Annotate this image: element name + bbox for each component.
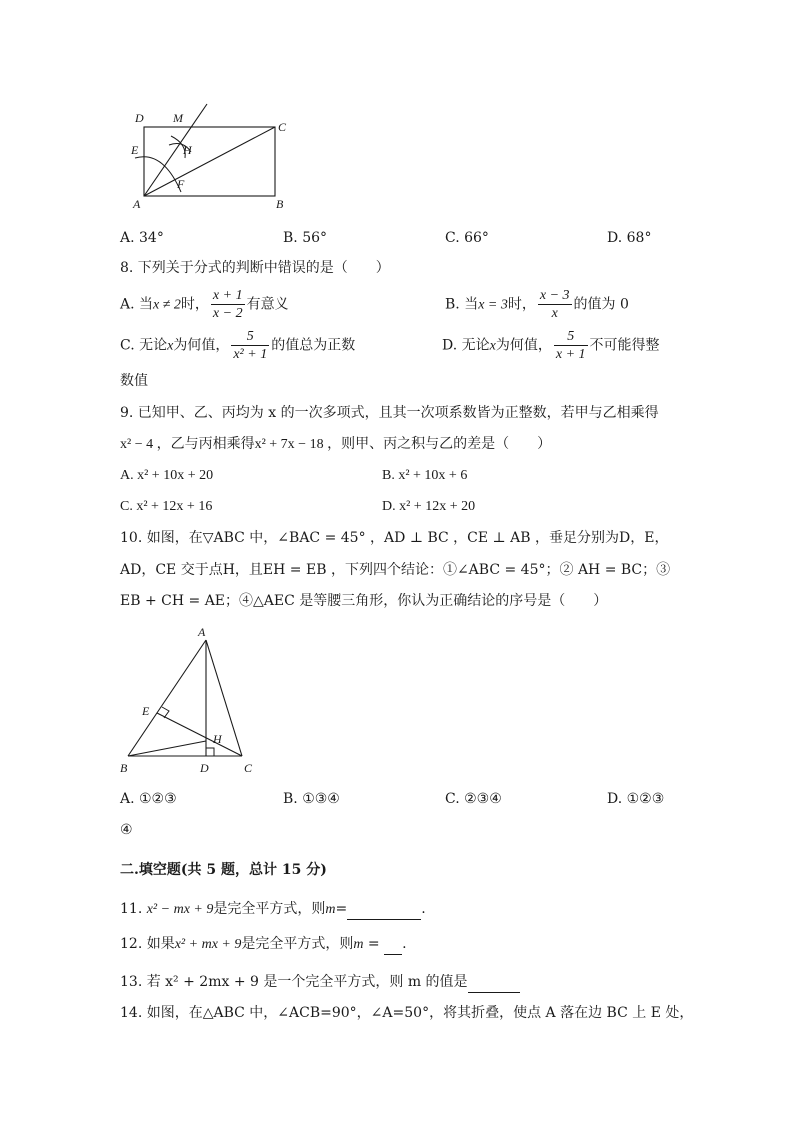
q10-option-c: C. ②③④ <box>445 791 502 807</box>
q9-line-2: x² − 4 ，乙与丙相乘得x² + 7x − 18 ，则甲、丙之积与乙的差是（ ） <box>120 437 552 452</box>
q13-text: 13. 若 x² + 2mx + 9 是一个完全平方式，则 m 的值是 <box>120 974 468 990</box>
q8c-mid: 为何值， <box>173 337 230 354</box>
q8d-mid: 为何值， <box>495 337 552 354</box>
q11-var: m <box>325 902 336 917</box>
q8d-post: 不可能得整 <box>589 337 660 354</box>
q12-expression: x² + mx + 9 <box>174 937 242 952</box>
side-ab <box>128 640 206 756</box>
q7-option-a: A. 34° <box>120 230 164 246</box>
q8a-pre: A. 当 <box>120 296 154 313</box>
q8b-pre: B. 当 <box>445 296 479 313</box>
q7-option-d: D. 68° <box>607 230 652 246</box>
q9-option-c: C. x² + 12x + 16 <box>120 499 213 514</box>
q8b-post: 的值为 0 <box>573 296 629 313</box>
q11-number: 11. <box>120 901 147 917</box>
label-e: E <box>142 704 150 718</box>
q12-text: 是完全平方式，则 <box>241 936 354 952</box>
q10-line-2: AD，CE 交于点H，且EH = EB ，下列四个结论：①∠ABC = 45°；② AH = BC；③ <box>120 562 671 578</box>
q8a-post: 有意义 <box>246 296 289 313</box>
q9-option-b: B. x² + 10x + 6 <box>382 468 468 483</box>
segment-bh <box>128 741 206 756</box>
q8d-fraction <box>554 328 588 363</box>
label-a: A <box>133 197 141 211</box>
label-m: M <box>173 111 183 125</box>
q8d-den: x + 1 <box>555 347 586 362</box>
label-d: D <box>200 761 209 775</box>
label-b: B <box>120 761 128 775</box>
label-a: A <box>198 625 206 639</box>
q8a-cond: x ≠ 2 <box>153 297 181 313</box>
q8c-den: x² + 1 <box>233 347 268 362</box>
label-e: E <box>131 143 139 157</box>
q8b-fraction <box>538 287 572 322</box>
q12-answer-blank[interactable] <box>384 934 402 955</box>
q7-option-b: B. 56° <box>283 230 328 246</box>
question-13 <box>120 972 520 993</box>
q8d-num: 5 <box>554 328 588 346</box>
q8b-mid: 时， <box>507 296 536 313</box>
q11-text: 是完全平方式，则 <box>213 901 326 917</box>
question-11 <box>120 899 426 920</box>
label-b: B <box>276 197 284 211</box>
right-angle-d <box>206 748 214 756</box>
figure-q7-rectangle <box>125 100 300 215</box>
q10-line-3: EB + CH = AE；④△AEC 是等腰三角形，你认为正确结论的序号是（ ） <box>120 593 608 609</box>
q8d-pre: D. 无论 <box>442 337 490 354</box>
q8c-pre: C. 无论 <box>120 337 168 354</box>
q8c-var: x <box>167 338 174 354</box>
q8b-num: x − 3 <box>539 288 570 303</box>
arc-ef <box>135 157 181 192</box>
q10-option-d-continued: ④ <box>120 822 133 838</box>
q8b-cond: x = 3 <box>478 297 508 313</box>
altitude-ce <box>157 713 242 756</box>
q8-option-b <box>445 287 629 322</box>
q8-option-a <box>120 287 289 322</box>
q10-option-d: D. ①②③ <box>607 791 665 807</box>
q8a-fraction <box>211 287 245 322</box>
question-14: 14. 如图，在△ABC 中，∠ACB=90°，∠A=50°，将其折叠，使点 A 落在边 BC 上 E 处， <box>120 1005 694 1021</box>
section-2-title: 二.填空题(共 5 题，总计 15 分) <box>120 862 327 878</box>
q12-var: m <box>353 937 364 952</box>
q11-expression: x² − mx + 9 <box>146 902 214 917</box>
label-c: C <box>244 761 253 775</box>
q8c-fraction <box>231 328 269 363</box>
q8a-den: x − 2 <box>212 306 243 321</box>
q9-line-1: 9. 已知甲、乙、丙均为 x 的一次多项式，且其一次项系数皆为正整数，若甲与乙相乘得 <box>120 405 659 421</box>
q8-option-d <box>442 328 660 363</box>
q8-option-d-continued: 数值 <box>120 373 148 389</box>
label-h: H <box>213 732 222 746</box>
q11-end: . <box>421 901 426 917</box>
label-h: H <box>183 143 192 157</box>
label-f: F <box>177 177 185 191</box>
question-12 <box>120 934 407 955</box>
q10-option-b: B. ①③④ <box>283 791 340 807</box>
side-ac <box>206 640 242 756</box>
q8c-post: 的值总为正数 <box>271 337 356 354</box>
label-c: C <box>278 120 287 134</box>
q9-option-d: D. x² + 12x + 20 <box>382 499 476 514</box>
q11-eq: = <box>335 901 348 917</box>
q8-option-c <box>120 328 355 363</box>
diagonal-ac <box>144 127 275 196</box>
q7-option-c: C. 66° <box>445 230 489 246</box>
q8c-num: 5 <box>231 328 269 346</box>
q8a-mid: 时， <box>180 296 209 313</box>
label-d: D <box>135 111 144 125</box>
q13-answer-blank[interactable] <box>468 972 520 993</box>
q12-number: 12. 如果 <box>120 936 175 952</box>
q10-line-1: 10. 如图，在▽ABC 中，∠BAC = 45° ，AD ⊥ BC ，CE ⊥ AB ，垂足分别为D，E， <box>120 530 669 546</box>
q8b-den: x <box>551 306 558 321</box>
q10-option-a: A. ①②③ <box>120 791 177 807</box>
q11-answer-blank[interactable] <box>347 899 421 920</box>
q9-option-a: A. x² + 10x + 20 <box>120 468 214 483</box>
q8-stem: 8. 下列关于分式的判断中错误的是（ ） <box>120 260 390 276</box>
q8a-num: x + 1 <box>212 288 243 303</box>
q12-end: . <box>402 936 407 952</box>
q12-eq: = <box>363 936 385 952</box>
figure-q10-triangle <box>112 620 272 780</box>
q8d-var: x <box>489 338 496 354</box>
